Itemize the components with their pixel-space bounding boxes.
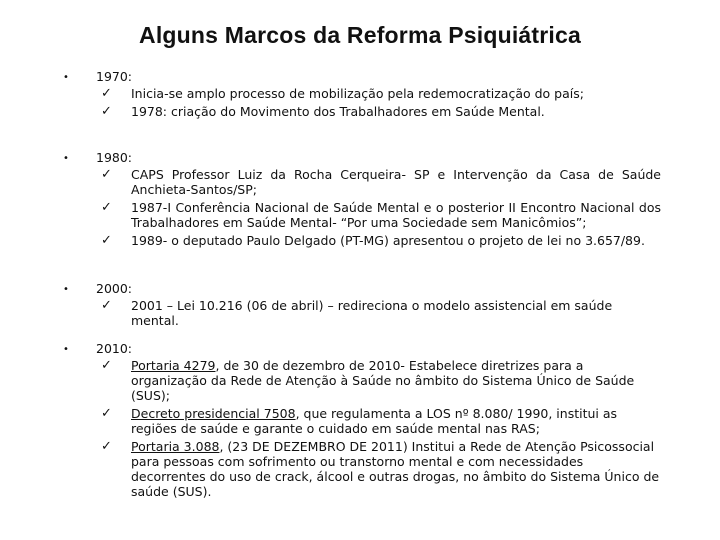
item-text: , que regulamenta a LOS nº 8.080/ 1990, institui as regiões de saúde e garante o cuidado em saúde mental nas RAS; [131,406,618,436]
item-text: 1978: criação do Movimento dos Trabalhadores em Saúde Mental. [131,104,545,119]
list-item [101,167,661,197]
list-item [101,358,661,403]
item-text: Inicia-se amplo processo de mobilização pela redemocratização do país; [131,86,584,101]
list-item [101,233,661,248]
bullet-icon: • [63,153,69,164]
list-item [101,86,661,101]
check-icon: ✓ [101,358,112,373]
check-icon: ✓ [101,439,112,454]
list-item [101,406,661,436]
bullet-icon: • [63,72,69,83]
portaria-4279-link[interactable]: Portaria 4279 [131,358,216,373]
list-item [101,439,661,499]
item-list [101,167,661,251]
item-text: 1989- o deputado Paulo Delgado (PT-MG) apresentou o projeto de lei no 3.657/89. [131,233,645,248]
list-item [101,200,661,230]
check-icon: ✓ [101,86,112,101]
bullet-icon: • [63,344,69,355]
portaria-3088-link[interactable]: Portaria 3.088 [131,439,220,454]
section-year: 1980: [96,150,133,165]
decreto-7508-link[interactable]: Decreto presidencial 7508 [131,406,296,421]
section-year: 2000: [96,281,133,296]
check-icon: ✓ [101,233,112,248]
item-list [101,298,661,331]
item-text: , (23 DE DEZEMBRO DE 2011) Institui a Rede de Atenção Psicossocial para pessoas com sofrimento ou transtorno mental e com necessidades decorrentes do uso de crack, álcool e outras drogas, no âmbito do Sistema Único de saúde (SUS). [131,439,660,499]
check-icon: ✓ [101,406,112,421]
item-list [101,358,661,502]
check-icon: ✓ [101,200,112,215]
section-year: 2010: [96,341,133,356]
item-text: , de 30 de dezembro de 2010- Estabelece diretrizes para a organização da Rede de Atenção à Saúde no âmbito do Sistema Único de Saúde (SUS); [131,358,635,403]
item-text: 1987-I Conferência Nacional de Saúde Mental e o posterior II Encontro Nacional dos Trabalhadores em Saúde Mental- “Por uma Sociedade sem Manicômios”; [131,200,661,230]
list-item [101,298,661,328]
slide-title: Alguns Marcos da Reforma Psiquiátrica [139,22,581,48]
item-text: CAPS Professor Luiz da Rocha Cerqueira- SP e Intervenção da Casa de Saúde Anchieta-Santos/SP; [131,167,661,197]
check-icon: ✓ [101,104,112,119]
bullet-icon: • [63,284,69,295]
list-item [101,104,661,119]
check-icon: ✓ [101,298,112,313]
item-text: 2001 – Lei 10.216 (06 de abril) – redireciona o modelo assistencial em saúde mental. [131,298,613,328]
item-list [101,86,661,122]
section-year: 1970: [96,69,133,84]
check-icon: ✓ [101,167,112,182]
